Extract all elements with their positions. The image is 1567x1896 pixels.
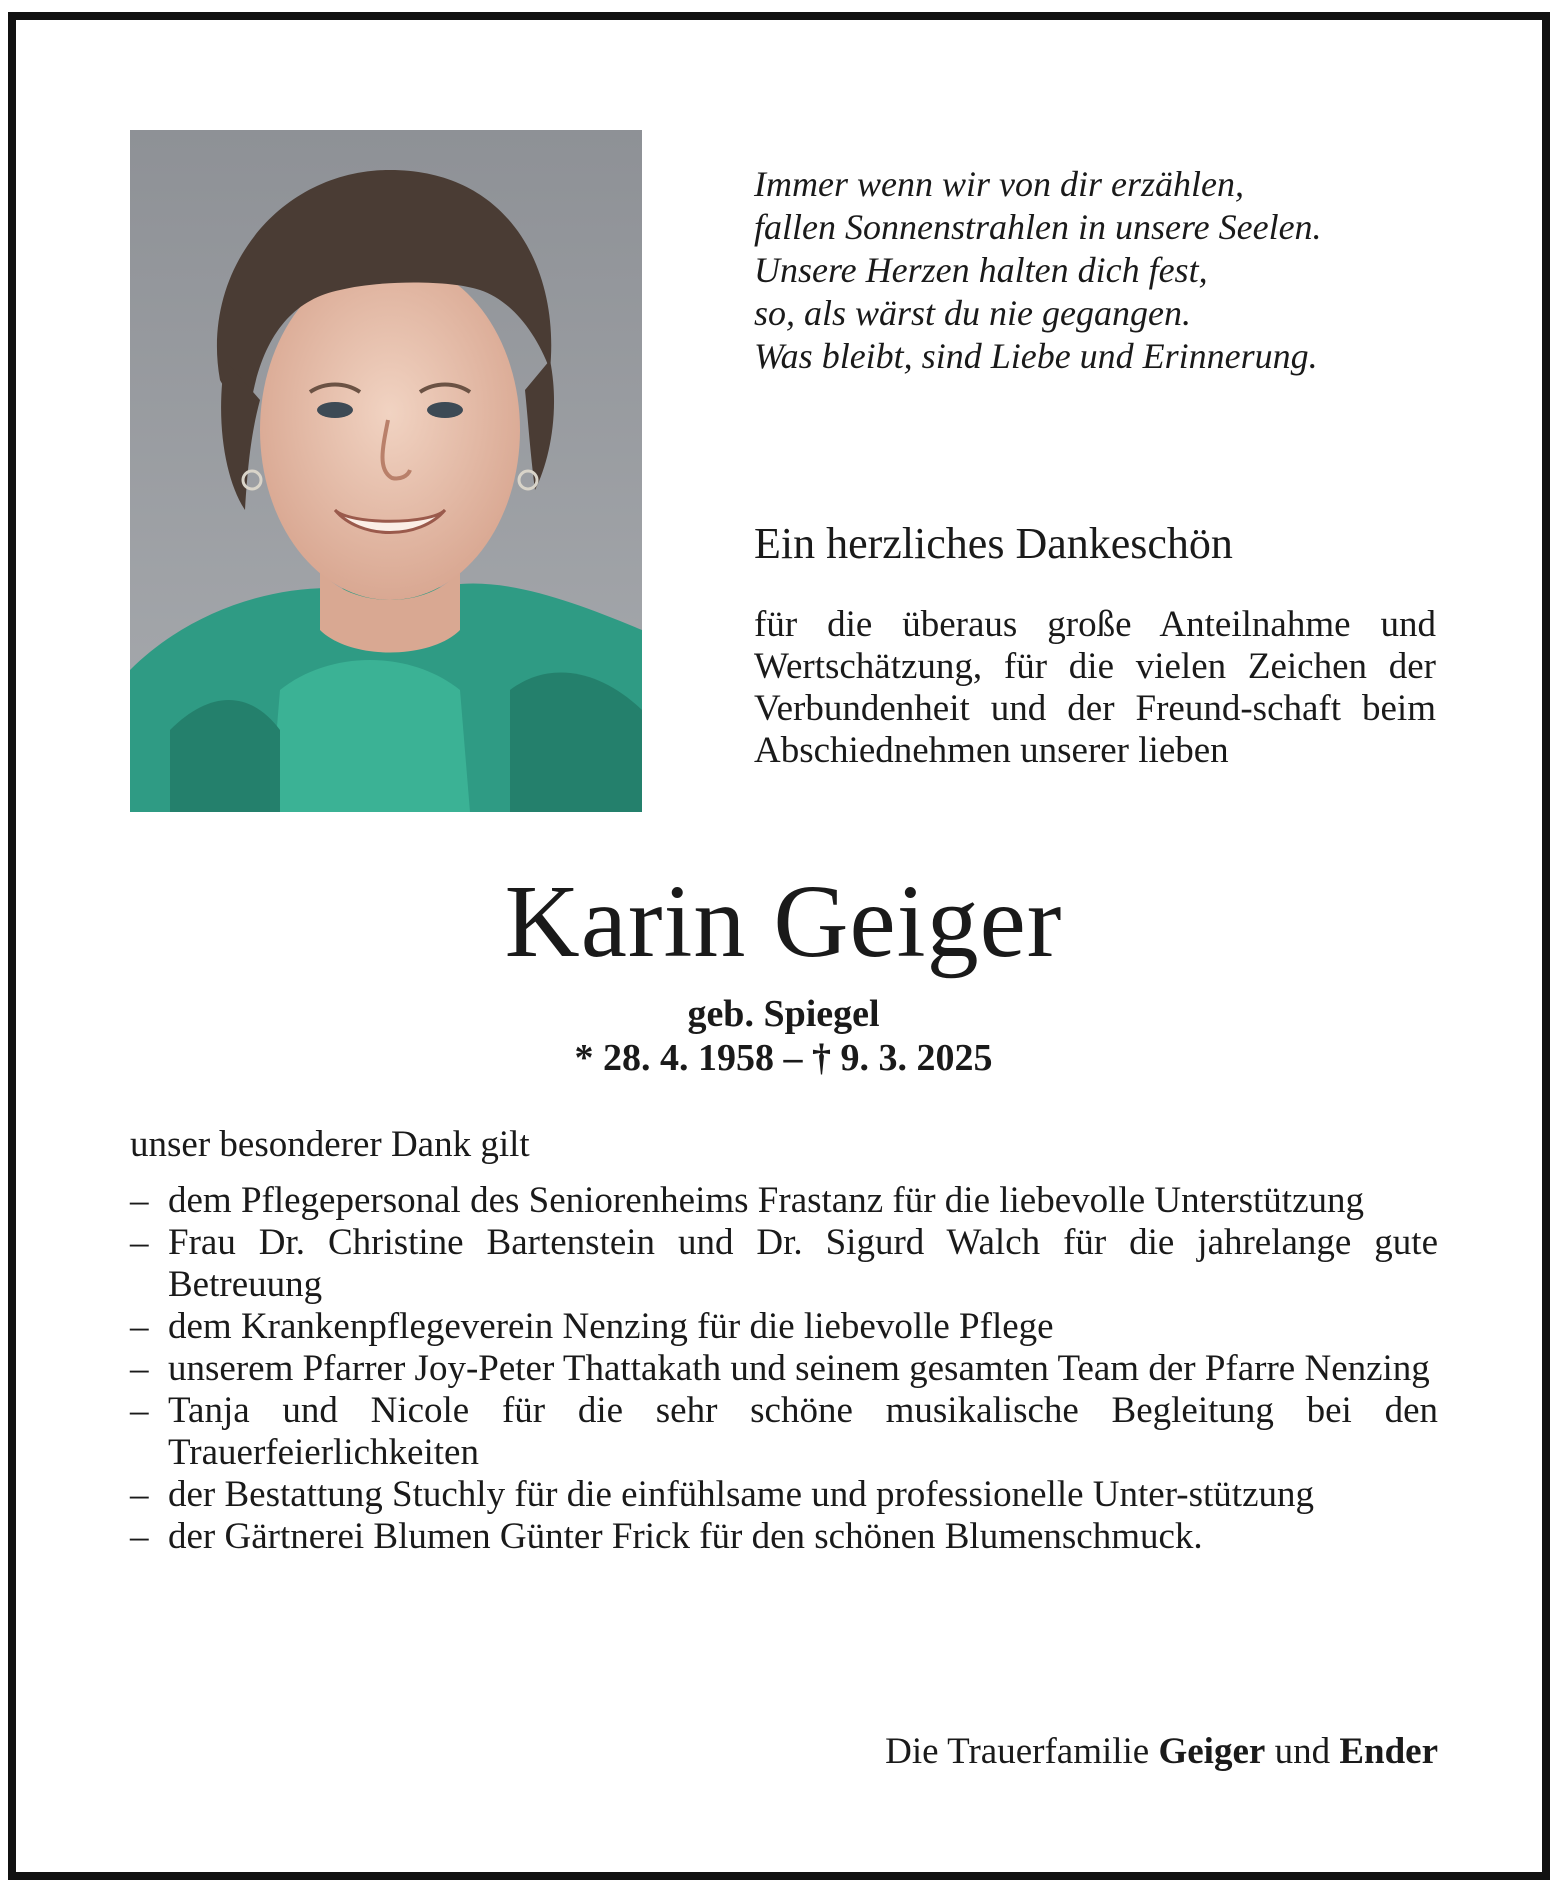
- thanks-heading: Ein herzliches Dankeschön: [754, 519, 1233, 568]
- life-dates: * 28. 4. 1958 – † 9. 3. 2025: [574, 1037, 993, 1079]
- list-item: [130, 1306, 1438, 1348]
- poem-line: Was bleibt, sind Liebe und Erinnerung.: [754, 336, 1318, 376]
- dash-bullet: –: [130, 1516, 149, 1557]
- list-item-text: Frau Dr. Christine Bartenstein und Dr. Sigurd Walch für die jahrelange gute Betreuung: [168, 1222, 1438, 1305]
- signature-prefix: Die Trauerfamilie: [885, 1731, 1150, 1772]
- deceased-name: Karin Geiger: [504, 864, 1063, 979]
- poem-line: Unsere Herzen halten dich fest,: [754, 250, 1208, 290]
- poem-line: Immer wenn wir von dir erzählen,: [754, 164, 1244, 204]
- list-item: [130, 1390, 1438, 1474]
- list-item: [130, 1474, 1438, 1516]
- list-item-text: der Bestattung Stuchly für die einfühlsame und professionelle Unter-stützung: [168, 1474, 1314, 1515]
- list-item-text: der Gärtnerei Blumen Günter Frick für den schönen Blumenschmuck.: [168, 1516, 1203, 1557]
- dash-bullet: –: [130, 1474, 149, 1515]
- list-item: [130, 1222, 1438, 1306]
- signature-joiner: und: [1274, 1731, 1331, 1772]
- list-item-text: dem Krankenpflegeverein Nenzing für die liebevolle Pflege: [168, 1306, 1054, 1347]
- list-item: [130, 1516, 1438, 1558]
- poem-line: so, als wärst du nie gegangen.: [754, 293, 1191, 333]
- dank-intro: unser besonderer Dank gilt: [130, 1124, 530, 1165]
- dank-list: [130, 1180, 1438, 1558]
- poem-line: fallen Sonnenstrahlen in unsere Seelen.: [754, 207, 1322, 247]
- list-item-text: Tanja und Nicole für die sehr schöne musikalische Begleitung bei den Trauerfeierlichkeiten: [168, 1390, 1438, 1473]
- family-name-ender: Ender: [1339, 1731, 1438, 1772]
- portrait-illustration: [130, 130, 642, 812]
- list-item: [130, 1180, 1438, 1222]
- poem: [754, 163, 1434, 378]
- dash-bullet: –: [130, 1222, 149, 1263]
- list-item-text: dem Pflegepersonal des Seniorenheims Frastanz für die liebevolle Unterstützung: [168, 1180, 1364, 1221]
- signature: [700, 1730, 1438, 1774]
- list-item-text: unserem Pfarrer Joy-Peter Thattakath und seinem gesamten Team der Pfarre Nenzing: [168, 1348, 1430, 1389]
- dash-bullet: –: [130, 1306, 149, 1347]
- list-item: [130, 1348, 1438, 1390]
- thanks-text: für die überaus große Anteilnahme und Wertschätzung, für die vielen Zeichen der Verbundenheit und der Freund-schaft beim Abschiednehmen unserer lieben: [754, 604, 1436, 771]
- family-name-geiger: Geiger: [1158, 1731, 1266, 1772]
- portrait-photo: [130, 130, 642, 812]
- dash-bullet: –: [130, 1390, 149, 1431]
- birth-name: geb. Spiegel: [687, 993, 880, 1035]
- dash-bullet: –: [130, 1180, 149, 1221]
- dash-bullet: –: [130, 1348, 149, 1389]
